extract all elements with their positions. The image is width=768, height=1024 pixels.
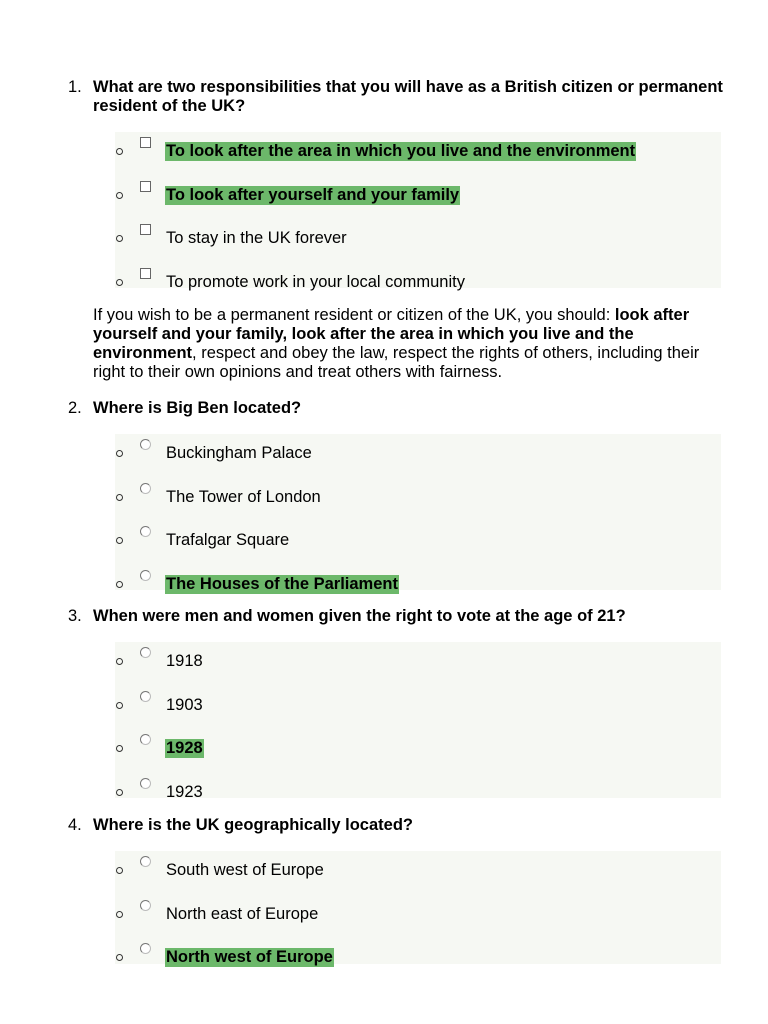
radio-icon[interactable] xyxy=(140,943,151,954)
option-label: North west of Europe xyxy=(166,948,333,966)
bullet-icon xyxy=(116,148,123,155)
option[interactable] xyxy=(115,224,721,248)
question-number: 3. xyxy=(68,607,82,625)
bullet-icon xyxy=(116,954,123,961)
option-label: 1923 xyxy=(166,783,203,801)
radio-icon[interactable] xyxy=(140,526,151,537)
bullet-icon xyxy=(116,702,123,709)
option[interactable] xyxy=(115,691,721,715)
option[interactable] xyxy=(115,778,721,802)
question-number: 1. xyxy=(68,78,82,96)
option[interactable] xyxy=(115,856,721,880)
options-q1 xyxy=(115,132,721,291)
question-text: When were men and women given the right to vote at the age of 21? xyxy=(93,607,626,625)
option-label: 1918 xyxy=(166,652,203,670)
radio-icon[interactable] xyxy=(140,856,151,867)
option[interactable] xyxy=(115,526,721,550)
bullet-icon xyxy=(116,789,123,796)
option-label: To look after yourself and your family xyxy=(166,186,460,204)
options-q2 xyxy=(115,434,721,593)
option-label: To promote work in your local community xyxy=(166,273,465,291)
question-text: Where is Big Ben located? xyxy=(93,399,302,417)
explanation-part: If you wish to be a permanent resident or citizen of the UK, you should: xyxy=(93,306,615,324)
option-label: Trafalgar Square xyxy=(166,531,290,549)
bullet-icon xyxy=(116,235,123,242)
options-q3 xyxy=(115,642,721,801)
bullet-icon xyxy=(116,911,123,918)
option[interactable] xyxy=(115,647,721,671)
checkbox-icon[interactable] xyxy=(140,181,151,192)
checkbox-icon[interactable] xyxy=(140,137,151,148)
checkbox-icon[interactable] xyxy=(140,268,151,279)
bullet-icon xyxy=(116,450,123,457)
bullet-icon xyxy=(116,279,123,286)
radio-icon[interactable] xyxy=(140,734,151,745)
option-label: South west of Europe xyxy=(166,861,324,879)
option[interactable] xyxy=(115,570,721,594)
option-label: 1903 xyxy=(166,696,203,714)
question-text: What are two responsibilities that you will have as a British citizen or permanent resident of the UK? xyxy=(93,78,723,115)
checkbox-icon[interactable] xyxy=(140,224,151,235)
radio-icon[interactable] xyxy=(140,778,151,789)
radio-icon[interactable] xyxy=(140,439,151,450)
bullet-icon xyxy=(116,745,123,752)
option[interactable] xyxy=(115,943,721,967)
option-label: 1928 xyxy=(166,739,203,757)
option-label: To stay in the UK forever xyxy=(166,229,347,247)
radio-icon[interactable] xyxy=(140,691,151,702)
radio-icon[interactable] xyxy=(140,647,151,658)
option[interactable] xyxy=(115,483,721,507)
question-number: 2. xyxy=(68,399,82,417)
option[interactable] xyxy=(115,734,721,758)
question-text: Where is the UK geographically located? xyxy=(93,816,413,834)
option-label: To look after the area in which you live and the environment xyxy=(166,142,636,160)
option[interactable] xyxy=(115,268,721,292)
bullet-icon xyxy=(116,867,123,874)
option[interactable] xyxy=(115,181,721,205)
option[interactable] xyxy=(115,137,721,161)
option-label: The Houses of the Parliament xyxy=(166,575,398,593)
bullet-icon xyxy=(116,581,123,588)
option-label: North east of Europe xyxy=(166,905,319,923)
options-q4 xyxy=(115,851,721,964)
bullet-icon xyxy=(116,658,123,665)
option[interactable] xyxy=(115,900,721,924)
bullet-icon xyxy=(116,192,123,199)
explanation-text xyxy=(93,306,718,382)
bullet-icon xyxy=(116,494,123,501)
radio-icon[interactable] xyxy=(140,900,151,911)
explanation-bold: look after yourself and your family, look after the area in which you live and the environment xyxy=(93,306,690,362)
question-number: 4. xyxy=(68,816,82,834)
radio-icon[interactable] xyxy=(140,570,151,581)
option-label: The Tower of London xyxy=(166,488,321,506)
option-label: Buckingham Palace xyxy=(166,444,312,462)
explanation-part: , respect and obey the law, respect the rights of others, including their right to their own opinions and treat others with fairness. xyxy=(93,344,700,381)
bullet-icon xyxy=(116,537,123,544)
option[interactable] xyxy=(115,439,721,463)
radio-icon[interactable] xyxy=(140,483,151,494)
